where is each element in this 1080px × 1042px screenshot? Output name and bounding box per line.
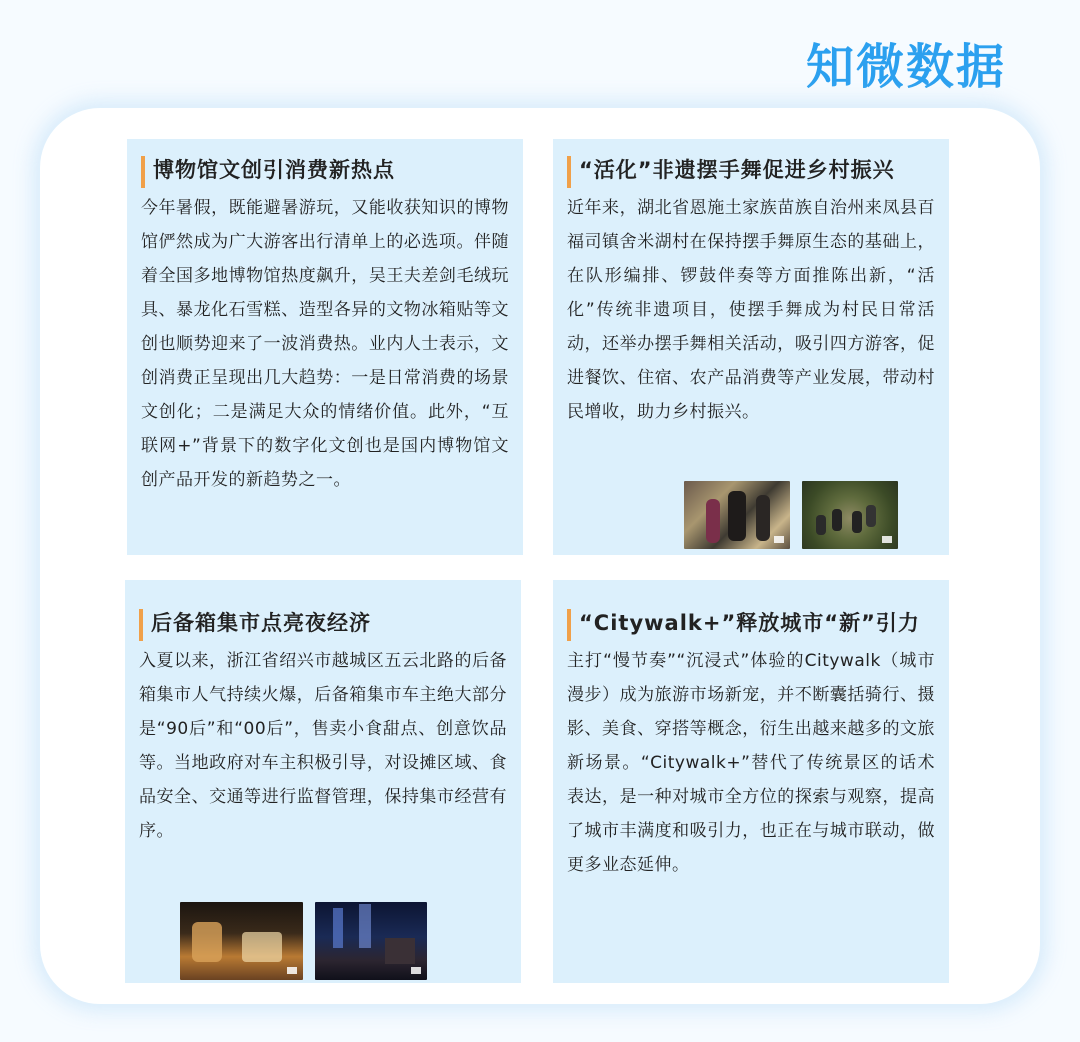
card-title: “活化”非遗摆手舞促进乡村振兴 bbox=[567, 153, 935, 187]
card-body: 近年来，湖北省恩施土家族苗族自治州来凤县百福司镇舍米湖村在保持摆手舞原生态的基础上，在队形编排、锣鼓伴奏等方面推陈出新，“活化”传统非遗项目，使摆手舞成为村民日常活动，还举办摆手舞相关活动，吸引四方游客，促进餐饮、住宿、农产品消费等产业发展，带动村民增收，助力乡村振兴。 bbox=[567, 198, 935, 422]
card-title: 博物馆文创引消费新热点 bbox=[141, 153, 509, 187]
card-body: 今年暑假，既能避暑游玩，又能收获知识的博物馆俨然成为广大游客出行清单上的必选项。伴随着全国多地博物馆热度飙升，吴王夫差剑毛绒玩具、暴龙化石雪糕、造型各异的文物冰箱贴等文创也顺势迎来了一波消费热。业内人士表示，文创消费正呈现出几大趋势：一是日常消费的场景文创化；二是满足大众的情绪价值。此外，“互联网+”背景下的数字化文创也是国内博物馆文创产品开发的新趋势之一。 bbox=[141, 198, 509, 490]
card-title: “Citywalk+”释放城市“新”引力 bbox=[567, 606, 935, 640]
card-citywalk bbox=[553, 580, 949, 983]
card-museum bbox=[127, 139, 523, 555]
brand-logo: 知微数据 bbox=[805, 39, 1006, 95]
market-photo-1 bbox=[180, 902, 303, 980]
card-folk-dance bbox=[553, 139, 949, 555]
card-body: 入夏以来，浙江省绍兴市越城区五云北路的后备箱集市人气持续火爆，后备箱集市车主绝大部分是“90后”和“00后”，售卖小食甜点、创意饮品等。当地政府对车主积极引导，对设摊区域、食品安全、交通等进行监督管理，保持集市经营有序。 bbox=[139, 651, 507, 841]
card-trunk-market bbox=[125, 580, 521, 983]
card-title: 后备箱集市点亮夜经济 bbox=[139, 606, 507, 640]
dance-photo-1 bbox=[684, 481, 790, 549]
market-photo-2 bbox=[315, 902, 427, 980]
card-body: 主打“慢节奏”“沉浸式”体验的Citywalk（城市漫步）成为旅游市场新宠，并不断囊括骑行、摄影、美食、穿搭等概念，衍生出越来越多的文旅新场景。“Citywalk+”替代了传统景区的话术表达，是一种对城市全方位的探索与观察，提高了城市丰满度和吸引力，也正在与城市联动，做更多业态延伸。 bbox=[567, 651, 935, 875]
dance-photo-2 bbox=[802, 481, 898, 549]
